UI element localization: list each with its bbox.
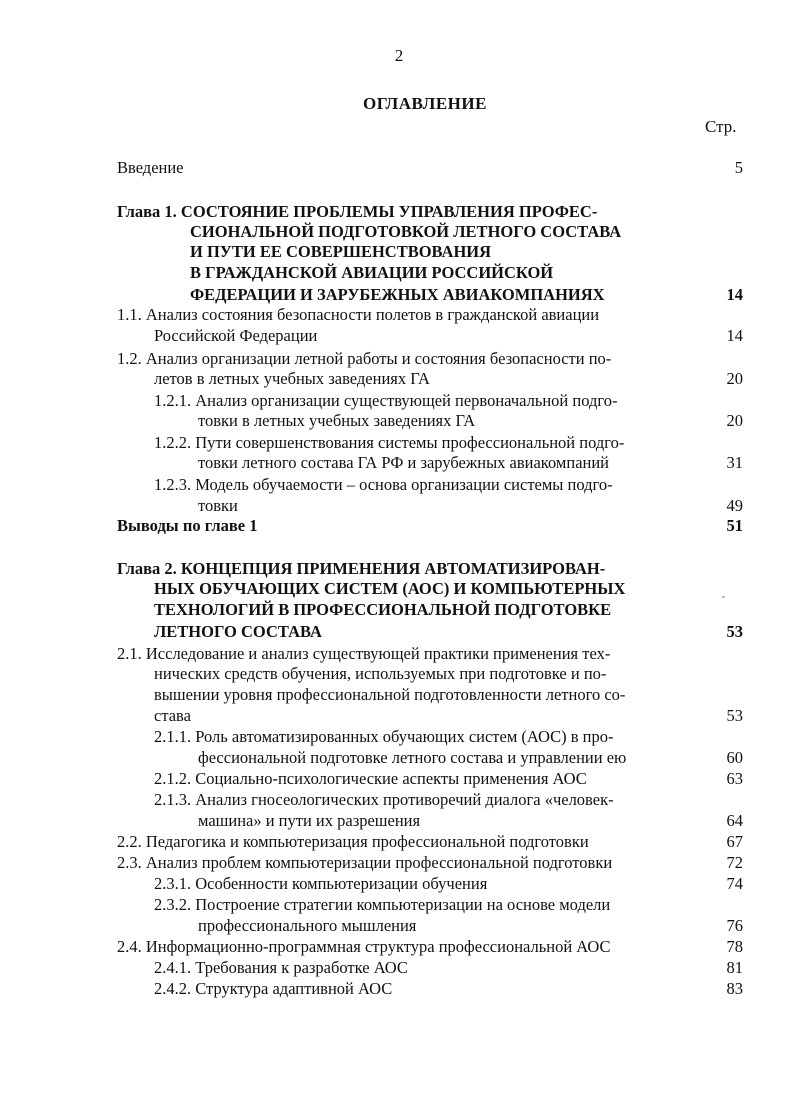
toc-page: 76 (726, 916, 743, 935)
toc-page: 78 (726, 937, 743, 956)
toc-entry: нических средств обучения, используемых при подготовке и по- (154, 664, 607, 683)
toc-entry: 2.3. Анализ проблем компьютеризации профессиональной подготовки (117, 853, 613, 872)
toc-page: 14 (726, 326, 743, 345)
toc-page: 14 (726, 285, 743, 304)
chapter-heading: ТЕХНОЛОГИЙ В ПРОФЕССИОНАЛЬНОЙ ПОДГОТОВКЕ (154, 600, 612, 619)
toc-page: 53 (726, 622, 743, 641)
toc-page: 20 (726, 369, 743, 388)
chapter-heading: Глава 1. СОСТОЯНИЕ ПРОБЛЕМЫ УПРАВЛЕНИЯ ПРОФЕС- (117, 202, 598, 221)
toc-entry: вышении уровня профессиональной подготовленности летного со- (154, 685, 626, 704)
toc-entry: летов в летных учебных заведениях ГА (154, 369, 430, 388)
toc-page: 51 (726, 516, 743, 535)
toc-entry: 2.4. Информационно-программная структура профессиональной АОС (117, 937, 611, 956)
toc-subentry: профессионального мышления (198, 916, 417, 935)
toc-subentry: 2.1.1. Роль автоматизированных обучающих систем (АОС) в про- (154, 727, 614, 746)
toc-page: 83 (726, 979, 743, 998)
toc-page: 72 (726, 853, 743, 872)
chapter-heading: СИОНАЛЬНОЙ ПОДГОТОВКОЙ ЛЕТНОГО СОСТАВА (190, 222, 622, 241)
scan-speck (722, 596, 725, 598)
toc-entry-intro: Введение (117, 158, 184, 177)
chapter-heading: И ПУТИ ЕЕ СОВЕРШЕНСТВОВАНИЯ (190, 242, 492, 261)
toc-page: 67 (726, 832, 743, 851)
chapter-heading: В ГРАЖДАНСКОЙ АВИАЦИИ РОССИЙСКОЙ (190, 263, 554, 282)
toc-title: ОГЛАВЛЕНИЕ (363, 94, 487, 113)
toc-subentry: 1.2.3. Модель обучаемости – основа организации системы подго- (154, 475, 613, 494)
toc-entry: 2.1. Исследование и анализ существующей практики применения тех- (117, 644, 611, 663)
page-number: 2 (394, 46, 404, 65)
chapter-heading: ФЕДЕРАЦИИ И ЗАРУБЕЖНЫХ АВИАКОМПАНИЯХ (190, 285, 605, 304)
toc-subentry: 2.4.1. Требования к разработке АОС (154, 958, 408, 977)
toc-subentry: 1.2.1. Анализ организации существующей первоначальной подго- (154, 391, 618, 410)
toc-subentry: машина» и пути их разрешения (198, 811, 421, 830)
toc-page: 63 (726, 769, 743, 788)
chapter-heading: НЫХ ОБУЧАЮЩИХ СИСТЕМ (АОС) И КОМПЬЮТЕРНЫХ (154, 579, 626, 598)
toc-page: 5 (734, 158, 743, 177)
toc-page: 81 (726, 958, 743, 977)
chapter-conclusions: Выводы по главе 1 (117, 516, 258, 535)
toc-subentry: 2.1.3. Анализ гносеологических противоречий диалога «человек- (154, 790, 614, 809)
toc-page: 49 (726, 496, 743, 515)
toc-subentry: 2.1.2. Социально-психологические аспекты применения АОС (154, 769, 587, 788)
toc-subentry: 2.3.2. Построение стратегии компьютеризации на основе модели (154, 895, 611, 914)
toc-entry: става (154, 706, 191, 725)
toc-subentry: 2.4.2. Структура адаптивной АОС (154, 979, 393, 998)
toc-subentry: фессиональной подготовке летного состава и управлении ею (198, 748, 627, 767)
toc-page: 53 (726, 706, 743, 725)
toc-entry: 1.2. Анализ организации летной работы и состояния безопасности по- (117, 349, 612, 368)
toc-page: 60 (726, 748, 743, 767)
toc-subentry: 1.2.2. Пути совершенствования системы профессиональной подго- (154, 433, 625, 452)
toc-entry: 2.2. Педагогика и компьютеризация профессиональной подготовки (117, 832, 589, 851)
toc-page: 64 (726, 811, 743, 830)
toc-page: 20 (726, 411, 743, 430)
toc-entry: 1.1. Анализ состояния безопасности полетов в гражданской авиации (117, 305, 600, 324)
toc-subentry: 2.3.1. Особенности компьютеризации обучения (154, 874, 488, 893)
chapter-heading: Глава 2. КОНЦЕПЦИЯ ПРИМЕНЕНИЯ АВТОМАТИЗИРОВАН- (117, 559, 606, 578)
toc-subentry: товки в летных учебных заведениях ГА (198, 411, 476, 430)
toc-page: 74 (726, 874, 743, 893)
toc-entry: Российской Федерации (154, 326, 318, 345)
chapter-heading: ЛЕТНОГО СОСТАВА (154, 622, 322, 641)
page-column-label: Стр. (705, 117, 737, 136)
toc-subentry: товки летного состава ГА РФ и зарубежных авиакомпаний (198, 453, 610, 472)
toc-subentry: товки (198, 496, 238, 515)
toc-page: 31 (726, 453, 743, 472)
